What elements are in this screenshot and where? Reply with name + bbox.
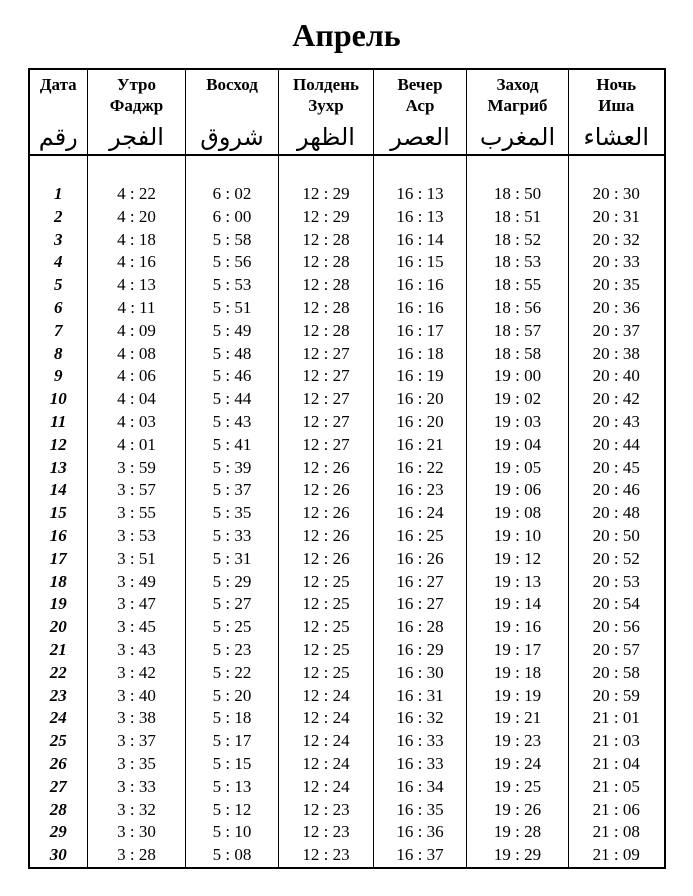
table-header — [29, 69, 665, 155]
time-cell-fajr: 3 : 45 — [88, 616, 186, 639]
time-cell-zuhr: 12 : 23 — [279, 844, 374, 868]
time-cell-sunrise: 5 : 39 — [186, 457, 279, 480]
time-cell-zuhr: 12 : 24 — [279, 707, 374, 730]
time-cell-sunrise: 5 : 13 — [186, 776, 279, 799]
time-cell-maghrib: 18 : 51 — [467, 206, 569, 229]
time-cell-isha: 21 : 09 — [569, 844, 665, 868]
time-cell-isha: 20 : 58 — [569, 662, 665, 685]
time-cell-asr: 16 : 22 — [374, 457, 467, 480]
time-cell-maghrib: 19 : 16 — [467, 616, 569, 639]
time-cell-fajr: 3 : 35 — [88, 753, 186, 776]
time-cell-fajr: 3 : 30 — [88, 821, 186, 844]
time-cell-asr: 16 : 28 — [374, 616, 467, 639]
time-cell-maghrib: 18 : 55 — [467, 274, 569, 297]
table-row — [29, 662, 665, 685]
time-cell-fajr: 4 : 13 — [88, 274, 186, 297]
time-cell-asr: 16 : 27 — [374, 571, 467, 594]
time-cell-fajr: 3 : 28 — [88, 844, 186, 868]
column-label-ru-zuhr: Полдень Зухр — [293, 75, 359, 115]
date-cell: 8 — [29, 343, 88, 366]
time-cell-fajr: 3 : 59 — [88, 457, 186, 480]
date-cell: 19 — [29, 593, 88, 616]
time-cell-fajr: 4 : 06 — [88, 365, 186, 388]
date-cell: 12 — [29, 434, 88, 457]
time-cell-asr: 16 : 31 — [374, 685, 467, 708]
date-cell: 18 — [29, 571, 88, 594]
time-cell-zuhr: 12 : 28 — [279, 229, 374, 252]
time-cell-fajr: 4 : 09 — [88, 320, 186, 343]
date-cell: 7 — [29, 320, 88, 343]
time-cell-zuhr: 12 : 27 — [279, 411, 374, 434]
time-cell-maghrib: 19 : 00 — [467, 365, 569, 388]
time-cell-asr: 16 : 15 — [374, 251, 467, 274]
time-cell-asr: 16 : 36 — [374, 821, 467, 844]
time-cell-fajr: 3 : 42 — [88, 662, 186, 685]
time-cell-asr: 16 : 23 — [374, 479, 467, 502]
time-cell-sunrise: 5 : 08 — [186, 844, 279, 868]
time-cell-asr: 16 : 18 — [374, 343, 467, 366]
time-cell-sunrise: 5 : 20 — [186, 685, 279, 708]
time-cell-isha: 21 : 04 — [569, 753, 665, 776]
table-row — [29, 799, 665, 822]
date-cell: 15 — [29, 502, 88, 525]
table-row — [29, 320, 665, 343]
column-label-ru-isha: Ночь Иша — [596, 75, 637, 115]
time-cell-sunrise: 6 : 02 — [186, 155, 279, 206]
time-cell-asr: 16 : 30 — [374, 662, 467, 685]
column-label-ar-sunrise: شروق — [200, 123, 264, 151]
time-cell-fajr: 4 : 03 — [88, 411, 186, 434]
time-cell-asr: 16 : 14 — [374, 229, 467, 252]
time-cell-asr: 16 : 20 — [374, 411, 467, 434]
time-cell-sunrise: 5 : 48 — [186, 343, 279, 366]
time-cell-sunrise: 5 : 22 — [186, 662, 279, 685]
time-cell-zuhr: 12 : 27 — [279, 434, 374, 457]
column-header-isha — [569, 69, 665, 155]
time-cell-asr: 16 : 24 — [374, 502, 467, 525]
time-cell-isha: 20 : 56 — [569, 616, 665, 639]
time-cell-sunrise: 5 : 18 — [186, 707, 279, 730]
table-row — [29, 365, 665, 388]
date-cell: 20 — [29, 616, 88, 639]
time-cell-isha: 20 : 50 — [569, 525, 665, 548]
time-cell-zuhr: 12 : 27 — [279, 365, 374, 388]
time-cell-asr: 16 : 21 — [374, 434, 467, 457]
time-cell-zuhr: 12 : 25 — [279, 639, 374, 662]
time-cell-maghrib: 19 : 12 — [467, 548, 569, 571]
time-cell-isha: 20 : 44 — [569, 434, 665, 457]
column-header-fajr — [88, 69, 186, 155]
time-cell-sunrise: 5 : 44 — [186, 388, 279, 411]
table-row — [29, 571, 665, 594]
time-cell-zuhr: 12 : 26 — [279, 525, 374, 548]
time-cell-isha: 20 : 33 — [569, 251, 665, 274]
time-cell-zuhr: 12 : 25 — [279, 593, 374, 616]
time-cell-zuhr: 12 : 27 — [279, 388, 374, 411]
time-cell-fajr: 4 : 11 — [88, 297, 186, 320]
time-cell-fajr: 4 : 08 — [88, 343, 186, 366]
time-cell-zuhr: 12 : 26 — [279, 548, 374, 571]
time-cell-zuhr: 12 : 26 — [279, 457, 374, 480]
time-cell-zuhr: 12 : 28 — [279, 320, 374, 343]
table-row — [29, 844, 665, 868]
time-cell-isha: 20 : 31 — [569, 206, 665, 229]
date-cell: 23 — [29, 685, 88, 708]
column-header-zuhr — [279, 69, 374, 155]
time-cell-isha: 21 : 03 — [569, 730, 665, 753]
time-cell-maghrib: 19 : 29 — [467, 844, 569, 868]
date-cell: 11 — [29, 411, 88, 434]
time-cell-zuhr: 12 : 28 — [279, 297, 374, 320]
table-row — [29, 821, 665, 844]
time-cell-maghrib: 19 : 14 — [467, 593, 569, 616]
table-row — [29, 502, 665, 525]
date-cell: 24 — [29, 707, 88, 730]
time-cell-asr: 16 : 13 — [374, 155, 467, 206]
time-cell-fajr: 3 : 37 — [88, 730, 186, 753]
time-cell-sunrise: 6 : 00 — [186, 206, 279, 229]
time-cell-asr: 16 : 16 — [374, 274, 467, 297]
date-cell: 6 — [29, 297, 88, 320]
time-cell-asr: 16 : 16 — [374, 297, 467, 320]
time-cell-isha: 20 : 48 — [569, 502, 665, 525]
date-cell: 29 — [29, 821, 88, 844]
table-body — [29, 155, 665, 868]
time-cell-zuhr: 12 : 27 — [279, 343, 374, 366]
time-cell-asr: 16 : 19 — [374, 365, 467, 388]
time-cell-fajr: 3 : 43 — [88, 639, 186, 662]
time-cell-fajr: 4 : 01 — [88, 434, 186, 457]
column-label-ar-asr: العصر — [390, 123, 450, 151]
table-row — [29, 776, 665, 799]
column-label-ar-date: رقم — [38, 123, 78, 151]
column-header-asr — [374, 69, 467, 155]
time-cell-isha: 20 : 30 — [569, 155, 665, 206]
table-row — [29, 229, 665, 252]
time-cell-maghrib: 18 : 50 — [467, 155, 569, 206]
table-row — [29, 525, 665, 548]
time-cell-fajr: 3 : 33 — [88, 776, 186, 799]
time-cell-fajr: 3 : 57 — [88, 479, 186, 502]
time-cell-zuhr: 12 : 24 — [279, 776, 374, 799]
time-cell-isha: 21 : 08 — [569, 821, 665, 844]
time-cell-fajr: 4 : 22 — [88, 155, 186, 206]
time-cell-asr: 16 : 13 — [374, 206, 467, 229]
date-cell: 1 — [29, 155, 88, 206]
column-label-ar-maghrib: المغرب — [479, 123, 556, 151]
time-cell-maghrib: 19 : 24 — [467, 753, 569, 776]
time-cell-fajr: 3 : 55 — [88, 502, 186, 525]
time-cell-maghrib: 19 : 18 — [467, 662, 569, 685]
time-cell-zuhr: 12 : 25 — [279, 662, 374, 685]
time-cell-fajr: 4 : 18 — [88, 229, 186, 252]
time-cell-asr: 16 : 37 — [374, 844, 467, 868]
time-cell-maghrib: 18 : 53 — [467, 251, 569, 274]
time-cell-sunrise: 5 : 46 — [186, 365, 279, 388]
time-cell-isha: 20 : 52 — [569, 548, 665, 571]
column-header-sunrise — [186, 69, 279, 155]
table-row — [29, 297, 665, 320]
time-cell-isha: 20 : 35 — [569, 274, 665, 297]
time-cell-isha: 20 : 37 — [569, 320, 665, 343]
time-cell-isha: 20 : 43 — [569, 411, 665, 434]
time-cell-fajr: 4 : 16 — [88, 251, 186, 274]
table-row — [29, 593, 665, 616]
date-cell: 17 — [29, 548, 88, 571]
column-label-ru-fajr: Утро Фаджр — [109, 75, 164, 115]
time-cell-maghrib: 18 : 56 — [467, 297, 569, 320]
time-cell-asr: 16 : 20 — [374, 388, 467, 411]
date-cell: 25 — [29, 730, 88, 753]
time-cell-isha: 21 : 01 — [569, 707, 665, 730]
time-cell-fajr: 4 : 04 — [88, 388, 186, 411]
date-cell: 16 — [29, 525, 88, 548]
time-cell-fajr: 4 : 20 — [88, 206, 186, 229]
table-row — [29, 639, 665, 662]
table-row — [29, 155, 665, 206]
time-cell-sunrise: 5 : 37 — [186, 479, 279, 502]
time-cell-sunrise: 5 : 43 — [186, 411, 279, 434]
column-label-ar-fajr: الفجر — [109, 123, 164, 151]
date-cell: 9 — [29, 365, 88, 388]
column-header-maghrib — [467, 69, 569, 155]
table-row — [29, 548, 665, 571]
time-cell-maghrib: 19 : 23 — [467, 730, 569, 753]
time-cell-isha: 20 : 42 — [569, 388, 665, 411]
time-cell-asr: 16 : 32 — [374, 707, 467, 730]
time-cell-sunrise: 5 : 35 — [186, 502, 279, 525]
time-cell-zuhr: 12 : 28 — [279, 251, 374, 274]
table-row — [29, 685, 665, 708]
time-cell-asr: 16 : 26 — [374, 548, 467, 571]
time-cell-zuhr: 12 : 25 — [279, 571, 374, 594]
date-cell: 3 — [29, 229, 88, 252]
time-cell-maghrib: 19 : 19 — [467, 685, 569, 708]
column-label-ru-sunrise: Восход — [206, 75, 258, 94]
time-cell-maghrib: 19 : 13 — [467, 571, 569, 594]
date-cell: 26 — [29, 753, 88, 776]
date-cell: 30 — [29, 844, 88, 868]
time-cell-asr: 16 : 33 — [374, 753, 467, 776]
time-cell-fajr: 3 : 53 — [88, 525, 186, 548]
time-cell-sunrise: 5 : 51 — [186, 297, 279, 320]
time-cell-zuhr: 12 : 24 — [279, 685, 374, 708]
time-cell-isha: 21 : 06 — [569, 799, 665, 822]
table-row — [29, 343, 665, 366]
time-cell-sunrise: 5 : 27 — [186, 593, 279, 616]
time-cell-fajr: 3 : 38 — [88, 707, 186, 730]
time-cell-maghrib: 19 : 02 — [467, 388, 569, 411]
time-cell-zuhr: 12 : 29 — [279, 206, 374, 229]
time-cell-maghrib: 18 : 57 — [467, 320, 569, 343]
date-cell: 2 — [29, 206, 88, 229]
time-cell-sunrise: 5 : 29 — [186, 571, 279, 594]
time-cell-sunrise: 5 : 12 — [186, 799, 279, 822]
time-cell-asr: 16 : 29 — [374, 639, 467, 662]
time-cell-maghrib: 19 : 26 — [467, 799, 569, 822]
time-cell-maghrib: 19 : 08 — [467, 502, 569, 525]
column-label-ru-asr: Вечер Аср — [397, 75, 443, 115]
column-header-date — [29, 69, 88, 155]
time-cell-maghrib: 19 : 04 — [467, 434, 569, 457]
page-title: Апрель — [292, 17, 401, 53]
table-row — [29, 479, 665, 502]
time-cell-zuhr: 12 : 28 — [279, 274, 374, 297]
time-cell-isha: 20 : 57 — [569, 639, 665, 662]
time-cell-asr: 16 : 34 — [374, 776, 467, 799]
time-cell-zuhr: 12 : 25 — [279, 616, 374, 639]
table-row — [29, 730, 665, 753]
date-cell: 27 — [29, 776, 88, 799]
table-row — [29, 388, 665, 411]
time-cell-maghrib: 19 : 10 — [467, 525, 569, 548]
date-cell: 14 — [29, 479, 88, 502]
time-cell-sunrise: 5 : 31 — [186, 548, 279, 571]
date-cell: 28 — [29, 799, 88, 822]
table-row — [29, 411, 665, 434]
time-cell-asr: 16 : 35 — [374, 799, 467, 822]
time-cell-fajr: 3 : 47 — [88, 593, 186, 616]
table-row — [29, 616, 665, 639]
time-cell-sunrise: 5 : 10 — [186, 821, 279, 844]
time-cell-fajr: 3 : 40 — [88, 685, 186, 708]
date-cell: 10 — [29, 388, 88, 411]
time-cell-fajr: 3 : 32 — [88, 799, 186, 822]
time-cell-zuhr: 12 : 24 — [279, 753, 374, 776]
table-row — [29, 274, 665, 297]
time-cell-isha: 20 : 53 — [569, 571, 665, 594]
column-label-ar-zuhr: الظهر — [297, 123, 355, 151]
time-cell-asr: 16 : 27 — [374, 593, 467, 616]
time-cell-maghrib: 19 : 28 — [467, 821, 569, 844]
time-cell-isha: 20 : 45 — [569, 457, 665, 480]
time-cell-isha: 21 : 05 — [569, 776, 665, 799]
time-cell-zuhr: 12 : 23 — [279, 799, 374, 822]
header-row — [29, 69, 665, 155]
time-cell-isha: 20 : 40 — [569, 365, 665, 388]
date-cell: 21 — [29, 639, 88, 662]
time-cell-sunrise: 5 : 15 — [186, 753, 279, 776]
time-cell-sunrise: 5 : 33 — [186, 525, 279, 548]
time-cell-isha: 20 : 36 — [569, 297, 665, 320]
time-cell-maghrib: 19 : 21 — [467, 707, 569, 730]
time-cell-maghrib: 19 : 06 — [467, 479, 569, 502]
date-cell: 22 — [29, 662, 88, 685]
date-cell: 5 — [29, 274, 88, 297]
date-cell: 13 — [29, 457, 88, 480]
time-cell-zuhr: 12 : 23 — [279, 821, 374, 844]
table-row — [29, 707, 665, 730]
column-label-ar-isha: العشاء — [583, 123, 650, 151]
time-cell-sunrise: 5 : 41 — [186, 434, 279, 457]
time-cell-maghrib: 19 : 17 — [467, 639, 569, 662]
time-cell-zuhr: 12 : 29 — [279, 155, 374, 206]
table-row — [29, 753, 665, 776]
time-cell-sunrise: 5 : 56 — [186, 251, 279, 274]
column-label-ru-maghrib: Заход Магриб — [487, 75, 548, 115]
time-cell-sunrise: 5 : 58 — [186, 229, 279, 252]
time-cell-sunrise: 5 : 49 — [186, 320, 279, 343]
date-cell: 4 — [29, 251, 88, 274]
prayer-times-table — [28, 68, 666, 869]
time-cell-sunrise: 5 : 17 — [186, 730, 279, 753]
time-cell-maghrib: 19 : 25 — [467, 776, 569, 799]
time-cell-maghrib: 18 : 52 — [467, 229, 569, 252]
time-cell-isha: 20 : 32 — [569, 229, 665, 252]
column-label-ru-date: Дата — [39, 75, 77, 94]
time-cell-fajr: 3 : 51 — [88, 548, 186, 571]
time-cell-maghrib: 19 : 05 — [467, 457, 569, 480]
time-cell-zuhr: 12 : 26 — [279, 479, 374, 502]
time-cell-asr: 16 : 17 — [374, 320, 467, 343]
time-cell-fajr: 3 : 49 — [88, 571, 186, 594]
time-cell-isha: 20 : 38 — [569, 343, 665, 366]
time-cell-zuhr: 12 : 24 — [279, 730, 374, 753]
time-cell-zuhr: 12 : 26 — [279, 502, 374, 525]
time-cell-asr: 16 : 25 — [374, 525, 467, 548]
time-cell-asr: 16 : 33 — [374, 730, 467, 753]
time-cell-isha: 20 : 54 — [569, 593, 665, 616]
table-row — [29, 206, 665, 229]
time-cell-isha: 20 : 59 — [569, 685, 665, 708]
time-cell-sunrise: 5 : 25 — [186, 616, 279, 639]
time-cell-sunrise: 5 : 23 — [186, 639, 279, 662]
table-row — [29, 457, 665, 480]
table-row — [29, 434, 665, 457]
time-cell-maghrib: 18 : 58 — [467, 343, 569, 366]
time-cell-maghrib: 19 : 03 — [467, 411, 569, 434]
time-cell-isha: 20 : 46 — [569, 479, 665, 502]
table-row — [29, 251, 665, 274]
time-cell-sunrise: 5 : 53 — [186, 274, 279, 297]
